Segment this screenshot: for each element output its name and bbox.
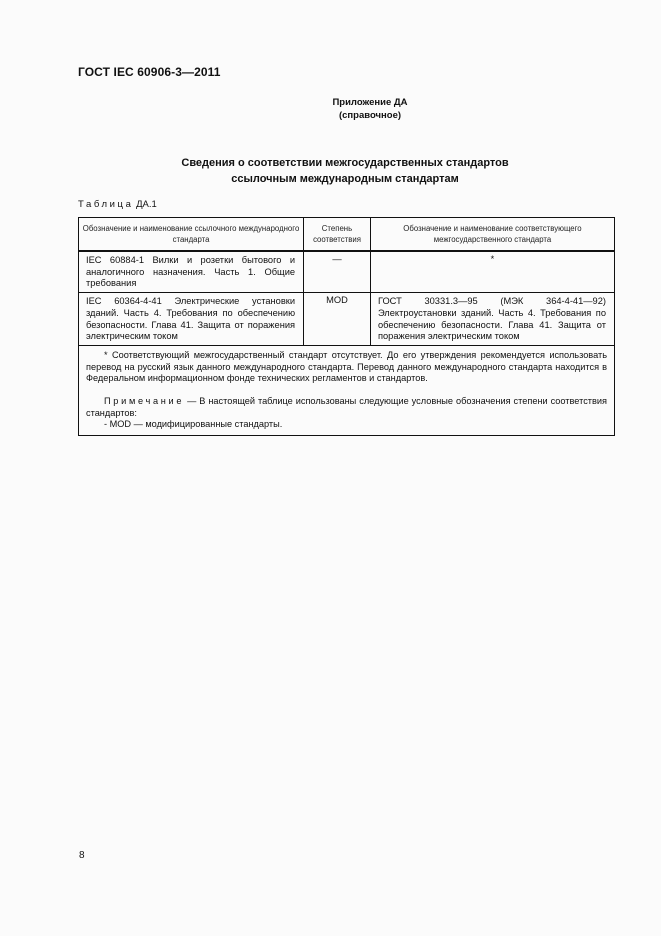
annex-title-line2: ссылочным международным стандартам (231, 173, 459, 185)
footnote-cell (79, 345, 615, 435)
page-number: 8 (79, 850, 85, 861)
cell-international-text: IEC 60364-4-41 Электрические установки зданий. Часть 4. Требования по обеспечению безопасности. Глава 41. Защита от поражения электрическим током (86, 296, 296, 342)
document-code: ГОСТ IEC 60906-3—2011 (78, 65, 221, 79)
note-paragraph (86, 396, 607, 419)
table-caption-word: Таблица (78, 199, 134, 210)
column-header-international: Обозначение и наименование ссылочного международного стандарта (79, 218, 304, 252)
note-text: — В настоящей таблице использованы следующие условные обозначения степени соответствия стандартов: (86, 396, 607, 418)
note-item: - MOD — модифицированные стандарты. (104, 419, 283, 430)
annex-heading (240, 96, 500, 122)
cell-degree (304, 293, 371, 346)
cell-degree-text: — (332, 254, 342, 264)
annex-status: (справочное) (338, 110, 402, 121)
cell-interstate-text: * (490, 254, 495, 264)
column-header-degree: Степень соответствия (304, 218, 371, 252)
column-header-interstate: Обозначение и наименование соответствующего межгосударственного стандарта (370, 218, 614, 252)
cell-degree (304, 251, 371, 293)
table-caption-number: ДА.1 (136, 199, 157, 210)
annex-label: Приложение ДА (332, 97, 408, 108)
table-footnote-row (79, 345, 615, 435)
correspondence-table (78, 217, 615, 436)
cell-international-text: IEC 60884-1 Вилки и розетки бытового и аналогичного назначения. Часть 1. Общие требования (86, 255, 296, 289)
cell-interstate-text: ГОСТ 30331.3—95 (МЭК 364-4-41—92) Электроустановки зданий. Часть 4. Требования по обеспечению безопасности. Глава 41. Защита от поражения электрическим током (377, 296, 606, 342)
annex-title (100, 155, 590, 187)
table-caption (78, 199, 157, 210)
cell-interstate (370, 293, 614, 346)
cell-interstate (370, 251, 614, 293)
annex-title-line1: Сведения о соответствии межгосударственных стандартов (181, 157, 509, 169)
table-row (79, 293, 615, 346)
table-header-row (79, 218, 615, 252)
cell-international (79, 293, 304, 346)
table-row (79, 251, 615, 293)
cell-degree-text: MOD (326, 295, 348, 306)
footnote-text: * Соответствующий межгосударственный стандарт отсутствует. До его утверждения рекомендуется использовать перевод на русский язык данного международного стандарта. Перевод данного международного стандарта находится в Федеральном информационном фонде технических регламентов и стандартов. (86, 349, 607, 384)
cell-international (79, 251, 304, 293)
note-label: Примечание (104, 396, 185, 407)
